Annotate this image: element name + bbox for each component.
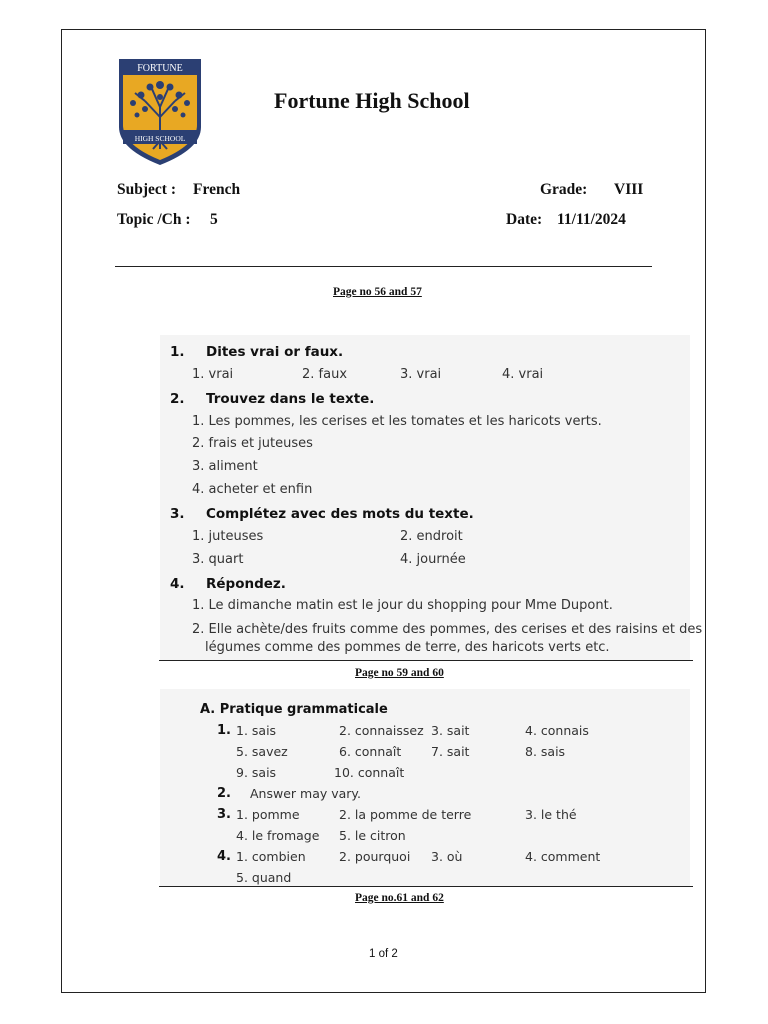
section1-divider — [159, 660, 693, 661]
q3-answer: 2. endroit — [400, 529, 463, 544]
q1-title: Dites vrai or faux. — [206, 344, 344, 360]
s2-q3-number: 3. — [217, 807, 231, 822]
subject-label: Subject : — [117, 181, 176, 198]
logo-text-bottom: HIGH SCHOOL — [134, 134, 186, 143]
s2-q4-answer: 3. où — [431, 849, 463, 864]
q1-answer: 1. vrai — [192, 367, 234, 382]
s2-q3-answer: 3. le thé — [525, 807, 577, 822]
s2-q1-answer: 2. connaissez — [339, 723, 424, 738]
s2-q1-number: 1. — [217, 723, 231, 738]
section2-title: A. Pratique grammaticale — [200, 702, 388, 717]
q2-answer: 1. Les pommes, les cerises et les tomates et les haricots verts. — [192, 414, 602, 429]
s2-q1-answer: 4. connais — [525, 723, 589, 738]
s2-q3-answer: 4. le fromage — [236, 828, 320, 843]
s2-q3-answer: 1. pomme — [236, 807, 300, 822]
q1-answer: 3. vrai — [400, 367, 442, 382]
grade-value: VIII — [614, 181, 644, 198]
topic-label: Topic /Ch : — [117, 211, 191, 228]
q1-answer: 2. faux — [302, 367, 348, 382]
q2-answer: 4. acheter et enfin — [192, 482, 313, 497]
q4-answer-continued: légumes comme des pommes de terre, des haricots verts etc. — [205, 640, 610, 655]
q2-answer: 3. aliment — [192, 459, 258, 474]
s2-q2-number: 2. — [217, 786, 231, 801]
s2-q1-answer: 10. connaît — [334, 765, 405, 780]
school-name: Fortune High School — [274, 88, 470, 113]
q2-title: Trouvez dans le texte. — [206, 391, 375, 407]
school-crest-icon — [117, 57, 203, 167]
q3-answer: 1. juteuses — [192, 529, 264, 544]
s2-q4-answer: 1. combien — [236, 849, 306, 864]
date-label: Date: — [506, 211, 543, 228]
section2-divider — [159, 886, 693, 887]
q3-answer: 3. quart — [192, 552, 244, 567]
header-divider — [115, 266, 652, 267]
s2-q1-answer: 3. sait — [431, 723, 470, 738]
s2-q3-answer: 5. le citron — [339, 828, 406, 843]
date-value: 11/11/2024 — [557, 211, 626, 228]
s2-q1-answer: 1. sais — [236, 723, 277, 738]
q3-number: 3. — [170, 506, 185, 522]
s2-q4-answer: 5. quand — [236, 870, 292, 885]
q4-answer: 1. Le dimanche matin est le jour du shopping pour Mme Dupont. — [192, 598, 613, 613]
s2-q1-answer: 7. sait — [431, 744, 470, 759]
s2-q1-answer: 5. savez — [236, 744, 288, 759]
q1-number: 1. — [170, 344, 185, 360]
s2-q1-answer: 6. connaît — [339, 744, 402, 759]
s2-q4-number: 4. — [217, 849, 231, 864]
s2-q1-answer: 9. sais — [236, 765, 277, 780]
grade-label: Grade: — [540, 181, 588, 198]
logo-text-top: FORTUNE — [137, 63, 183, 74]
q1-answer: 4. vrai — [502, 367, 544, 382]
q4-title: Répondez. — [206, 576, 286, 592]
s2-q4-answer: 4. comment — [525, 849, 601, 864]
q2-answer: 2. frais et juteuses — [192, 436, 313, 451]
page-indicator: 1 of 2 — [369, 948, 398, 960]
s2-q3-answer: 2. la pomme de terre — [339, 807, 472, 822]
q3-title: Complétez avec des mots du texte. — [206, 506, 474, 522]
topic-value: 5 — [210, 211, 218, 228]
section2-caption: Page no 59 and 60 — [355, 667, 444, 679]
q4-answer: 2. Elle achète/des fruits comme des pommes, des cerises et des raisins et des — [192, 622, 703, 637]
section3-caption: Page no.61 and 62 — [355, 892, 444, 904]
s2-q1-answer: 8. sais — [525, 744, 566, 759]
q2-number: 2. — [170, 391, 185, 407]
s2-q2-answer: Answer may vary. — [250, 786, 362, 801]
q4-number: 4. — [170, 576, 185, 592]
s2-q4-answer: 2. pourquoi — [339, 849, 411, 864]
subject-value: French — [193, 181, 241, 198]
section1-caption: Page no 56 and 57 — [333, 286, 422, 298]
q3-answer: 4. journée — [400, 552, 466, 567]
